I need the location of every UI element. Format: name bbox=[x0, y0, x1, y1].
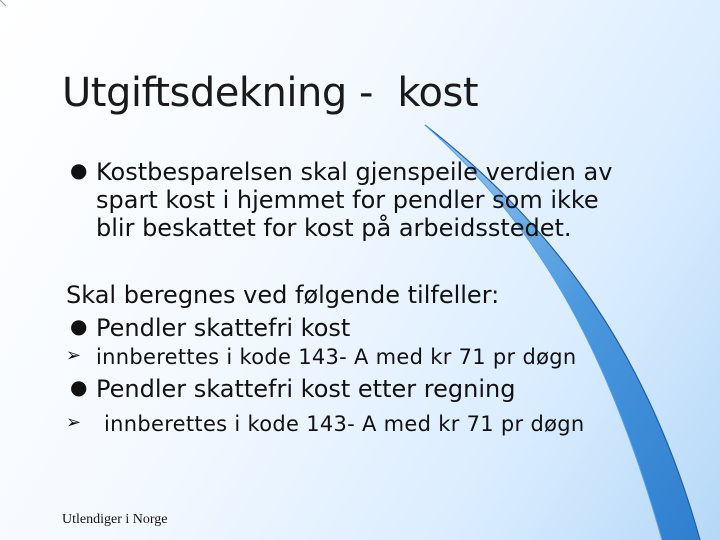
item-1-sub: innberettes i kode 143- A med kr 71 pr døgn bbox=[96, 345, 577, 369]
bullet-dot: ● bbox=[70, 375, 88, 399]
intro-line-2: spart kost i hjemmet for pendler som ikke bbox=[96, 186, 599, 214]
item-2-bullet: Pendler skattefri kost etter regning bbox=[96, 375, 516, 403]
footer-text: Utlendiger i Norge bbox=[62, 512, 168, 527]
bullet-dot: ● bbox=[70, 158, 88, 182]
bullet-dot: ● bbox=[70, 314, 88, 338]
arrow-bullet-icon: ➢ bbox=[66, 412, 82, 433]
section-heading: Skal beregnes ved følgende tilfeller: bbox=[66, 281, 500, 309]
item-2-sub: innberettes i kode 143- A med kr 71 pr døgn bbox=[104, 412, 585, 436]
item-1-bullet: Pendler skattefri kost bbox=[96, 314, 351, 342]
arrow-bullet-icon: ➢ bbox=[66, 345, 82, 366]
intro-line-1: Kostbesparelsen skal gjenspeile verdien av bbox=[96, 158, 613, 186]
slide-title: Utgiftsdekning - kost bbox=[62, 70, 479, 116]
intro-line-3: blir beskattet for kost på arbeidsstedet. bbox=[96, 214, 572, 242]
